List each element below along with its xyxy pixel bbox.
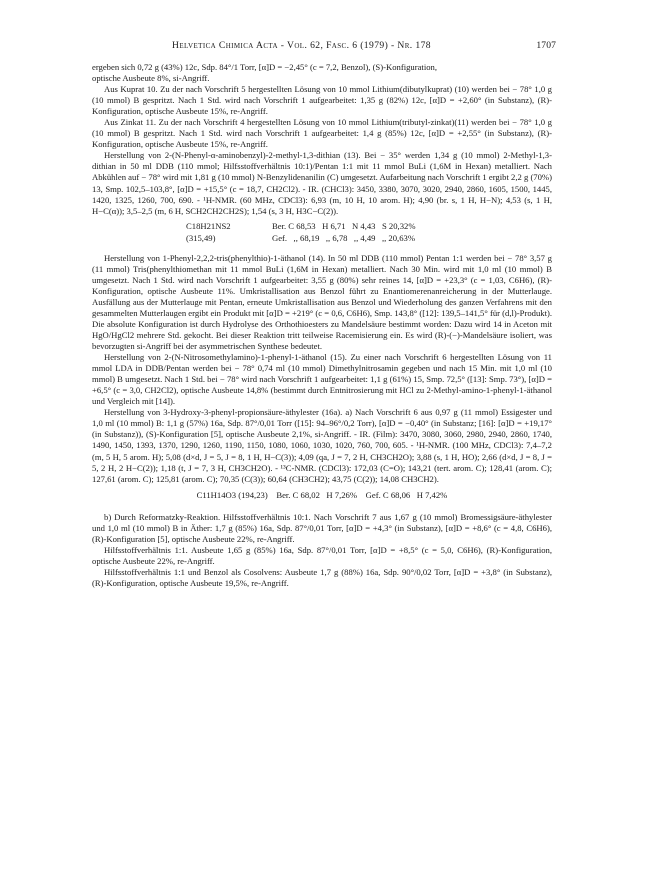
article-text xyxy=(92,62,552,589)
paragraph-nitrosomethylamino: Herstellung von 2-(N-Nitrosomethylamino)-1-phenyl-1-äthanol (15). Zu einer nach Vorschrift 6 hergestellten Lösung von 11 mmol LDA in DDB/Pentan werden bei − 78° 0,74 ml (10 mmol) Dimethylnitrosamin gegeben und nach 15 Min. mit 1,0 ml (10 mmol) B umgesetzt. Nach 1 Std. bei − 78° wird nach Vorschrift 1 aufgearbeitet: 1,1 g (61%) 15, Smp. 72,5° ([13]: Smp. 73°), [α]D = +6,5° (c = 3,0, CH2Cl2), optische Ausbeute 14,8% (bestimmt durch Entnitrosierung mit HCl zu 2-Methyl-amino-1-phenyl-1-äthanol und Vergleich mit [14]). xyxy=(92,352,552,407)
paragraph-1a: ergeben sich 0,72 g (43%) 12c, Sdp. 84°/1 Torr, [α]D = −2,45° (c = 7,2, Benzol), (S)-Konfiguration, xyxy=(92,62,437,72)
paragraph-1b: optische Ausbeute 8%, si-Angriff. xyxy=(92,73,210,84)
elemental-analysis-16a xyxy=(92,490,552,508)
elemental-analysis-13 xyxy=(92,221,552,247)
paragraph-tris-phenylthio: Herstellung von 1-Phenyl-2,2,2-tris(phenylthio)-1-äthanol (14). In 50 ml DDB (110 mmol) Pentan 1:1 werden bei − 78° 3,57 g (11 mmol) Tris(phenylthiomethan mit 11 mmol BuLi (1,6M in Hexan) metalliert. Nach 30 Min. wird mit 1,0 ml (10 mmol) B umgesetzt. Nach 1 Std. wird nach Vorschrift 1 aufgearbeitet: 3,55 g (80%) sehr reines 14, [α]D = +23,3° (c = 1,03, C6H6), (R)-Konfiguration, optische Ausbeute 11%. Umkristallisation aus Benzol führt zu Enantiomerenanreicherung in der Mutterlauge. Ausfällung aus der Mutterlauge mit Pentan, erneute Umkristallisation aus Benzol und Wiederholung des ganzen Verfahrens mit den gesammelten Mutterlaugen ergibt ein Produkt mit [α]D = +219° (c = 0,6, C6H6), Smp. 143,8° ([12]: 139,5–141,5° für (d,l)-Produkt). Die absolute Konfiguration ist durch Hydrolyse des Orthothioesters zu Mandelsäure bestimmt worden: Dazu wird 14 in Aceton mit HgO/HgCl2 mehrere Std. gekocht. Bei dieser Reaktion tritt teilweise Racemisierung ein. Es wird (R)-(−)-Mandelsäure isoliert, was bevorzugten si-Angriff bei der asymmetrischen Synthese bedeutet. xyxy=(92,252,552,352)
paragraph-dithian: Herstellung von 2-(N-Phenyl-α-aminobenzyl)-2-methyl-1,3-dithian (13). Bei − 35° werden 1,34 g (10 mmol) 2-Methyl-1,3-dithian in 50 ml DDB (110 mmol; Hilfsstoffverhältnis 10:1)/Pentan 1:1 mit 11 mmol BuLi (1,6M in Hexan) metalliert. Nach Abkühlen auf − 78° wird mit 1,81 g (10 mmol) N-Benzylidenanilin (C) umgesetzt. Aufarbeitung nach Vorschrift 1 ergibt 2,2 g (70%) 13, Smp. 102,5–103,8°, [α]D = +15,5° (c = 18,7, CH2Cl2). - IR. (CHCl3): 3450, 3380, 3070, 3020, 2940, 2860, 1605, 1500, 1445, 1420, 1325, 1260, 700, 690. - ¹H-NMR. (60 MHz, CDCl3): 6,93 (m, 10 H, 10 arom. H); 4,90 (br. s, 1 H, H−N); 4,53 (s, 1 H, H−C(α)); 3,5–2,5 (m, 6 H, SCH2CH2CH2S); 1,54 (s, 3 H, H3C−C(2)). xyxy=(92,150,552,216)
paragraph-zinkat: Aus Zinkat 11. Zu der nach Vorschrift 4 hergestellten Lösung von 10 mmol Lithium(tributyl-zinkat)(11) werden bei − 78° 1,0 g (10 mmol) B gespritzt. Nach 1 Std. wird nach Vorschrift 1 aufgearbeitet: 1,4 g (85%) 12c, [α]D = +2,55° (in Substanz), (R)-Konfiguration, optische Ausbeute 15%, re-Angriff. xyxy=(92,117,552,150)
analysis-line: C11H14O3 (194,23) Ber. C 68,02 H 7,26% Gef. C 68,06 H 7,42% xyxy=(196,489,448,500)
paragraph-hydroxy-ester: Herstellung von 3-Hydroxy-3-phenyl-propionsäure-äthylester (16a). a) Nach Vorschrift 6 aus 0,97 g (11 mmol) Essigester und 1,0 ml (10 mmol) B: 1,1 g (57%) 16a, Sdp. 87°/0,01 Torr ([15]: 94–96°/0,2 Torr), [α]D = −0,40° (in Substanz; [16]: [α]D = +19,17° (in Substanz)), (S)-Konfiguration [5], optische Ausbeute 2,1%, si-Angriff. - IR. (Film): 3470, 3080, 3060, 2980, 2940, 2860, 1740, 1490, 1450, 1393, 1370, 1290, 1260, 1190, 1150, 1080, 1060, 1030, 1020, 760, 700, 605. - ¹H-NMR. (100 MHz, CDCl3): 7,4–7,2 (m, 5 H, 5 arom. H); 5,08 (d×d, J = 5, J = 8, 1 H, H−C(3)); 4,09 (qa, J = 7, 2 H, CH3CH2O); 3,88 (s, 1 H, HO); 2,66 (d×d, J = 8, J = 5, 2 H, 2 H−C(2)); 1,18 (t, J = 7, 3 H, CH3CH2O). - ¹³C-NMR. (CDCl3): 172,03 (C=O); 143,21 (tert. arom. C); 128,41 (arom. C); 127,61 (arom. C); 125,81 (arom. C); 70,35 (C(3)); 60,64 (CH3CH2); 43,75 (C(2)); 14,08 CH3CH2). xyxy=(92,407,552,484)
paragraph-reformatzky: b) Durch Reformatzky-Reaktion. Hilfsstoffverhältnis 10:1. Nach Vorschrift 7 aus 1,67 g (10 mmol) Bromessigsäure-äthylester und 1,0 ml (10 mmol) B in Äther: 1,7 g (85%) 16a, Sdp. 87°/0,01 Torr, [α]D = +4,3° (in Substanz), [α]D = +8,6° (c = 4,8, C6H6), (R)-Konfiguration [5], optische Ausbeute 22%, re-Angriff. xyxy=(92,511,552,544)
page-number: 1707 xyxy=(536,40,556,51)
running-header xyxy=(92,40,556,54)
analysis-mw: (315,49) xyxy=(186,232,216,243)
analysis-formula: C18H21NS2 xyxy=(186,220,231,231)
paragraph-cosolvent: Hilfsstoffverhältnis 1:1 und Benzol als Cosolvens: Ausbeute 1,7 g (88%) 16a, Sdp. 90°/0,02 Torr, [α]D = +3,8° (in Substanz), (R)-Konfiguration, optische Ausbeute 19,5%, re-Angriff. xyxy=(92,566,552,588)
journal-title: Helvetica Chimica Acta - Vol. 62, Fasc. 6 (1979) - Nr. 178 xyxy=(172,40,431,51)
paragraph-ratio-1-1: Hilfsstoffverhältnis 1:1. Ausbeute 1,65 g (85%) 16a, Sdp. 87°/0,01 Torr, [α]D = +8,5° (c = 5,0, C6H6), (R)-Konfiguration, optische Ausbeute 22%, re-Angriff. xyxy=(92,544,552,566)
analysis-found: Gef. ,, 68,19 ,, 6,78 ,, 4,49 ,, 20,63% xyxy=(272,232,416,243)
paragraph-kuprat: Aus Kuprat 10. Zu der nach Vorschrift 5 hergestellten Lösung von 10 mmol Lithium(dibutylkuprat) (10) werden bei − 78° 1,0 g (10 mmol) B gespritzt. Nach 1 Std. wird nach Vorschrift 1 aufgearbeitet: 1,35 g (82%) 12c, [α]D = +2,60° (in Substanz), (R)-Konfiguration, optische Ausbeute 15%, re-Angriff. xyxy=(92,84,552,117)
analysis-calculated: Ber. C 68,53 H 6,71 N 4,43 S 20,32% xyxy=(272,220,416,231)
